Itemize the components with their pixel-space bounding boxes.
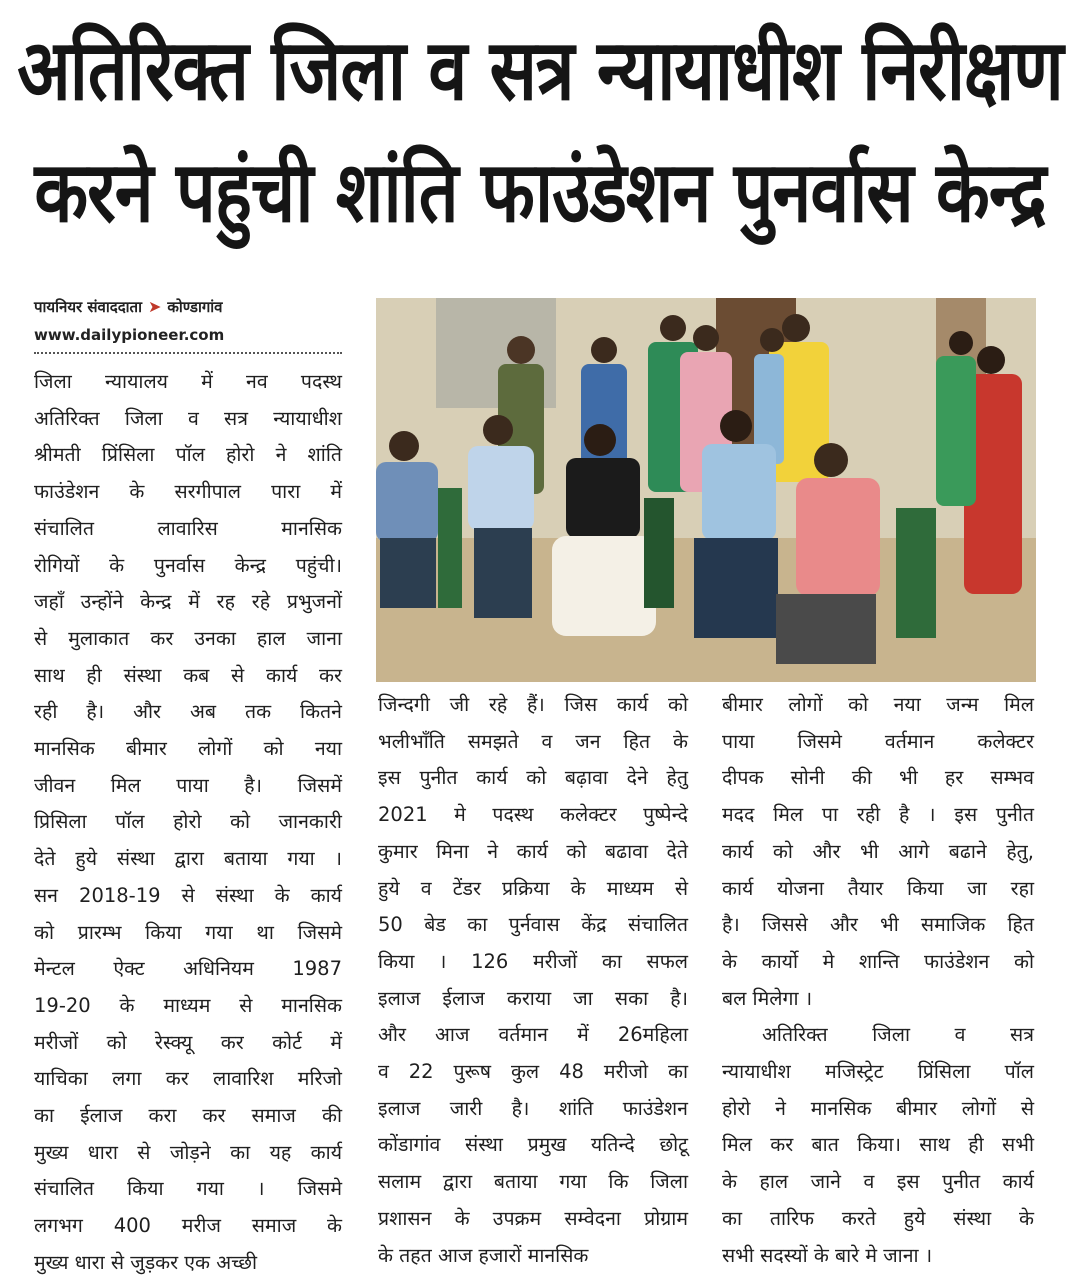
article-column-3 (722, 687, 1034, 1274)
col3-line: का तारिफ करते हुये संस्था के (722, 1206, 1034, 1230)
col1-line: फाउंडेशन के सरगीपाल पारा में (34, 480, 342, 504)
group-photo-icon (376, 298, 1036, 682)
dotted-divider (34, 352, 342, 354)
col3-line: अतिरिक्त जिला व सत्र (762, 1023, 1034, 1047)
group-photo (376, 298, 1036, 682)
col3-line: दीपक सोनी की भी हर सम्भव (722, 766, 1034, 790)
col1-line: मेन्टल ऐक्ट अधिनियम 1987 (34, 957, 342, 981)
col2-line: जिन्दगी जी रहे हैं। जिस कार्य को (378, 693, 688, 716)
col3-line: के हाल जाने व इस पुनीत कार्य (722, 1170, 1034, 1194)
col1-line: रोगियों के पुनर्वास केन्द्र पहुंची। (34, 553, 342, 577)
col1-line: प्रिसिला पॉल होरो को जानकारी (34, 810, 342, 834)
col3-line: बल मिलेगा । (722, 986, 813, 1010)
col2-line: हुये व टेंडर प्रक्रिया के माध्यम से (378, 876, 688, 900)
col2-line: इलाज ईलाज कराया जा सका है। (378, 986, 688, 1010)
col1-line: जीवन मिल पाया है। जिसमें (34, 773, 342, 797)
col1-line: अतिरिक्त जिला व सत्र न्यायाधीश (34, 406, 342, 430)
col1-line: श्रीमती प्रिंसिला पॉल होरो ने शांति (34, 443, 342, 467)
col1-line: जहाँ उन्होंने केन्द्र में रह रहे प्रभुजनों (34, 590, 342, 614)
col3-line: सभी सदस्यों के बारे मे जाना । (722, 1243, 933, 1267)
col2-line: इलाज जारी है। शांति फाउंडेशन (378, 1096, 688, 1120)
col3-line: होरो ने मानसिक बीमार लोगों से (722, 1096, 1034, 1120)
col2-line: कोंडागांव संस्था प्रमुख यतिन्दे छोटू (378, 1133, 688, 1157)
col2-line: भलीभाँति समझते व जन हित के (378, 729, 688, 753)
col1-line: साथ ही संस्था कब से कार्य कर (34, 663, 342, 687)
col1-line: संचालित किया गया । जिसमे (34, 1177, 342, 1201)
col2-line: प्रशासन के उपक्रम सम्वेदना प्रोग्राम (378, 1206, 688, 1230)
col3-line: बीमार लोगों को नया जन्म मिल (722, 693, 1034, 716)
col1-line: मुख्य धारा से जोड़ने का यह कार्य (34, 1140, 342, 1164)
col2-line: इस पुनीत कार्य को बढ़ावा देने हेतु (378, 766, 688, 790)
col2-line: किया । 126 मरीजों का सफल (378, 949, 688, 973)
col3-line: पाया जिसमे वर्तमान कलेक्टर (722, 729, 1034, 753)
col1-line: लगभग 400 मरीज समाज के (34, 1214, 342, 1238)
byline-reporter: पायनियर संवाददाता (34, 298, 142, 316)
col1-line: याचिका लगा कर लावारिश मरिजो (34, 1067, 342, 1091)
col1-line: रही है। और अब तक कितने (34, 700, 342, 724)
headline-line-1: अतिरिक्त जिला व सत्र न्यायाधीश निरीक्षण (17, 20, 1063, 120)
col1-line: सन 2018-19 से संस्था के कार्य (34, 883, 342, 907)
col1-line: से मुलाकात कर उनका हाल जाना (34, 626, 342, 650)
col1-line: संचालित लावारिस मानसिक (34, 516, 342, 540)
col1-line: 19-20 के माध्यम से मानसिक (34, 993, 342, 1017)
col1-line: मरीजों को रेस्क्यू कर कोर्ट में (34, 1030, 342, 1054)
website-url: www.dailypioneer.com (34, 326, 225, 344)
col2-line: 50 बेड का पुर्नवास केंद्र संचालित (378, 913, 688, 937)
col2-line: और आज वर्तमान में 26महिला (378, 1023, 688, 1047)
col2-line: के तहत आज हजारों मानसिक (378, 1243, 589, 1267)
col2-line: व 22 पुरूष कुल 48 मरीजो का (378, 1060, 688, 1084)
col3-line: मिल कर बात किया। साथ ही सभी (722, 1133, 1034, 1157)
col1-line: मानसिक बीमार लोगों को नया (34, 737, 342, 761)
arrow-icon: ➤ (148, 297, 162, 316)
col1-line: जिला न्यायालय में नव पदस्थ (34, 370, 342, 393)
col2-line: सलाम द्वारा बताया गया कि जिला (378, 1170, 688, 1194)
article-column-1 (34, 364, 342, 1278)
byline (34, 297, 223, 317)
col3-line: कार्य को और भी आगे बढाने हेतु, (722, 839, 1034, 863)
col1-line: मुख्य धारा से जुड़कर एक अच्छी (34, 1250, 258, 1274)
col3-line: कार्य योजना तैयार किया जा रहा (722, 876, 1034, 900)
col1-line: को प्रारम्भ किया गया था जिसमे (34, 920, 342, 944)
col2-line: 2021 मे पदस्थ कलेक्टर पुष्पेन्दे (378, 803, 688, 827)
col3-line: है। जिससे और भी समाजिक हित (722, 913, 1034, 937)
col2-line: कुमार मिना ने कार्य को बढावा देते (378, 839, 688, 863)
col3-line: के कार्यो मे शान्ति फाउंडेशन को (722, 949, 1034, 973)
col3-line: न्यायाधीश मजिस्ट्रेट प्रिंसिला पॉल (722, 1060, 1034, 1084)
col1-line: देते हुये संस्था द्वारा बताया गया । (34, 847, 342, 871)
col3-line: मदद मिल पा रही है । इस पुनीत (722, 803, 1034, 827)
col1-line: का ईलाज करा कर समाज की (34, 1104, 342, 1128)
headline-line-2: करने पहुंची शांति फाउंडेशन पुनर्वास केन्द्र (34, 142, 1046, 242)
article-column-2 (378, 687, 688, 1274)
byline-location: कोण्डागांव (167, 298, 223, 316)
